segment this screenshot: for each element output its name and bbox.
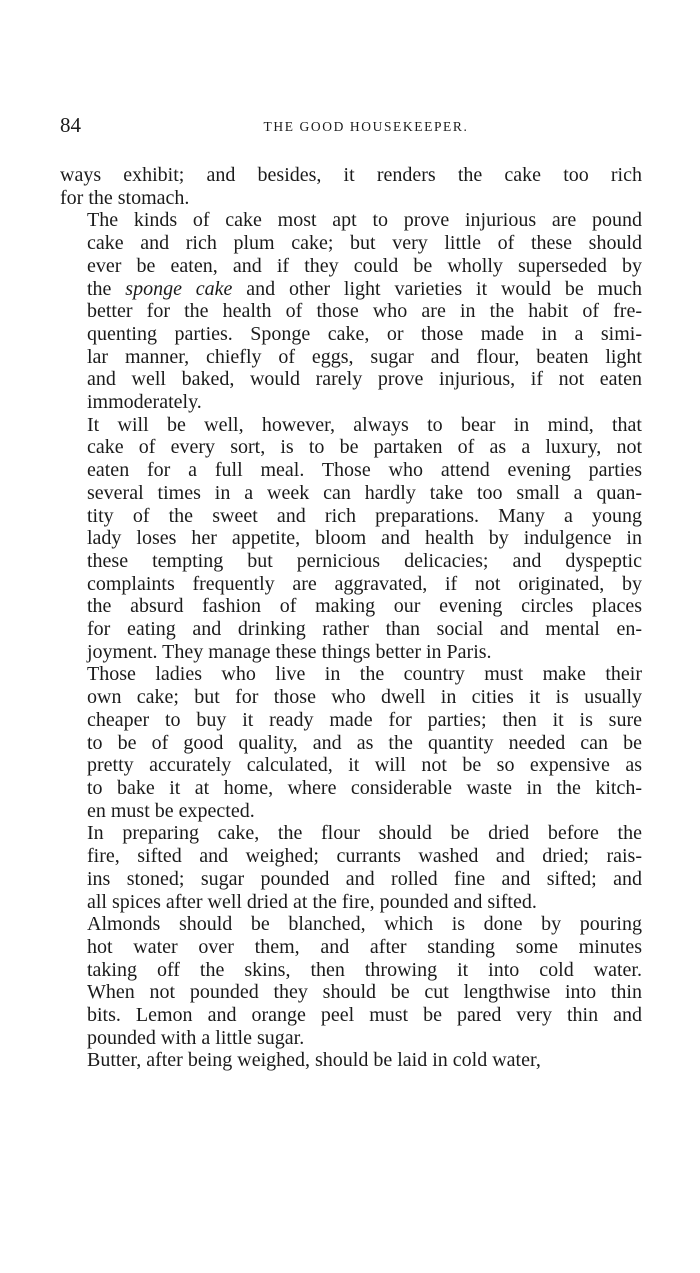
- text-line: joyment. They manage these things better in Paris.: [87, 640, 492, 663]
- text-line: the absurd fashion of making our evening circles places: [87, 595, 642, 618]
- text-line: lady loses her appetite, bloom and health by indulgence in: [87, 527, 642, 550]
- text-line: immoderately.: [87, 391, 202, 414]
- paragraph: [60, 414, 642, 664]
- text-line: these tempting but pernicious delicacies; and dyspeptic: [87, 549, 642, 572]
- text-line: en must be expected.: [87, 799, 255, 822]
- text-line: to be of good quality, and as the quantity needed can be: [87, 731, 642, 754]
- paragraph: [60, 663, 642, 822]
- paragraph: [60, 1049, 642, 1072]
- text-line: cheaper to buy it ready made for parties; then it is sure: [87, 708, 642, 731]
- text-line: to bake it at home, where considerable waste in the kitch-: [87, 776, 642, 799]
- text-line: ever be eaten, and if they could be wholly superseded by: [87, 254, 642, 277]
- text-line: fire, sifted and weighed; currants washed and dried; rais-: [87, 845, 642, 868]
- text-line: own cake; but for those who dwell in cities it is usually: [87, 686, 642, 709]
- text-line: Those ladies who live in the country must make their: [87, 663, 642, 686]
- text-line: ins stoned; sugar pounded and rolled fine and sifted; and: [87, 867, 642, 890]
- text-line: cake of every sort, is to be partaken of as a luxury, not: [87, 436, 642, 459]
- text-line: hot water over them, and after standing some minutes: [87, 935, 642, 958]
- text-line: In preparing cake, the flour should be dried before the: [87, 822, 642, 845]
- text-line: complaints frequently are aggravated, if not originated, by: [87, 572, 642, 595]
- body-text: [60, 164, 642, 1072]
- text-line: It will be well, however, always to bear in mind, that: [87, 413, 642, 436]
- text-line: The kinds of cake most apt to prove injurious are pound: [87, 209, 642, 232]
- text-line: lar manner, chiefly of eggs, sugar and flour, beaten light: [87, 345, 642, 368]
- paragraph: [60, 164, 642, 209]
- text-line: ways exhibit; and besides, it renders the cake too rich: [60, 164, 642, 186]
- text-line: for the stomach.: [60, 186, 190, 209]
- page-number: 84: [60, 113, 81, 137]
- text-line: tity of the sweet and rich preparations. Many a young: [87, 504, 642, 527]
- text-line: cake and rich plum cake; but very little of these should: [87, 232, 642, 255]
- text-line: When not pounded they should be cut lengthwise into thin: [87, 981, 642, 1004]
- book-page: [60, 112, 642, 1072]
- text-line: bits. Lemon and orange peel must be pared very thin and: [87, 1004, 642, 1027]
- text-line: eaten for a full meal. Those who attend evening parties: [87, 459, 642, 482]
- text-line: pretty accurately calculated, it will not be so expensive as: [87, 754, 642, 777]
- text-line: taking off the skins, then throwing it into cold water.: [87, 958, 642, 981]
- paragraph: [60, 822, 642, 913]
- running-title: THE GOOD HOUSEKEEPER.: [263, 119, 469, 134]
- italic-term: sponge cake: [125, 277, 233, 300]
- text-line: quenting parties. Sponge cake, or those made in a simi-: [87, 322, 642, 345]
- text-line: better for the health of those who are in the habit of fre-: [87, 300, 642, 323]
- running-head: [60, 112, 642, 144]
- text-line: Almonds should be blanched, which is done by pouring: [87, 913, 642, 936]
- paragraph: [60, 209, 642, 413]
- text-line: for eating and drinking rather than social and mental en-: [87, 618, 642, 641]
- text-line: pounded with a little sugar.: [87, 1026, 305, 1049]
- text-line: the sponge cake and other light varieties it would be much: [87, 277, 642, 300]
- paragraph: [60, 913, 642, 1049]
- text-line: all spices after well dried at the fire, pounded and sifted.: [87, 890, 537, 913]
- text-line: several times in a week can hardly take too small a quan-: [87, 481, 642, 504]
- text-line: and well baked, would rarely prove injurious, if not eaten: [87, 368, 642, 391]
- text-line: Butter, after being weighed, should be laid in cold water,: [87, 1049, 541, 1072]
